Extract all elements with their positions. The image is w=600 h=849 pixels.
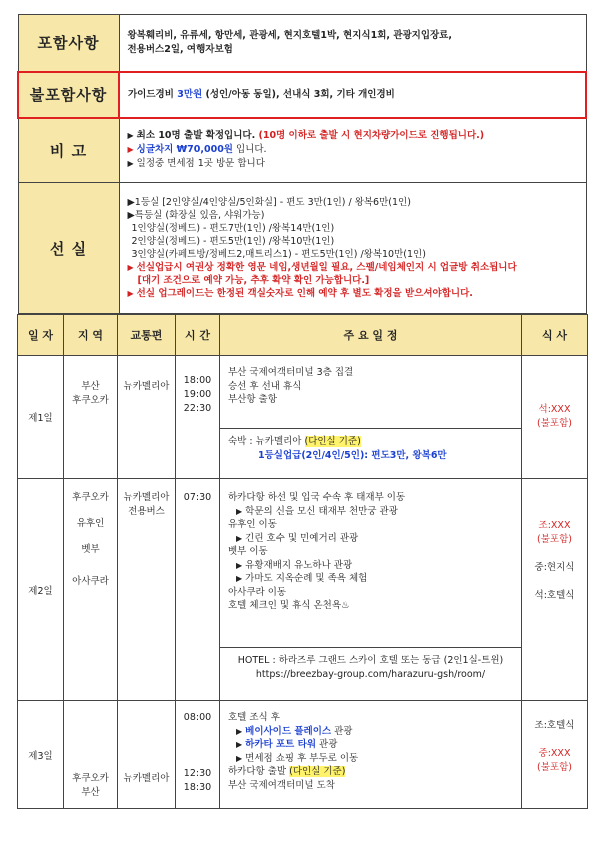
day1-lodging-text: 숙박 : 뉴카멜리아 (228, 436, 305, 447)
cabin-line-7: [대기 조건으로 예약 가능, 추후 확약 확인 가능합니다.] (137, 275, 370, 286)
includes-line2: 전용버스2일, 여행자보험 (127, 43, 233, 55)
notes-row (18, 118, 586, 183)
schedule-header-row (18, 315, 588, 356)
triangle-bullet-icon: ▶ (236, 740, 243, 749)
day3-plan-5: 하카다항 출발 (228, 766, 290, 777)
day2-meal (522, 479, 588, 701)
day2-region-1: 후쿠오카 (72, 492, 109, 503)
day2-plan-list (220, 479, 521, 647)
day3-time-2: 12:30 (183, 768, 212, 779)
day2-row (18, 479, 588, 701)
includes-row (18, 15, 586, 72)
day1-meal-1: 석:XXX (538, 404, 571, 415)
day3-plan-3-suffix: 관광 (316, 739, 338, 750)
triangle-bullet-icon: ▶ (236, 560, 243, 570)
cabin-line-1: ▶1등실 [2인양실/4인양실/5인화실] - 편도 3만(1인) / 왕복6만(1인) (127, 197, 411, 208)
day1-plan-3: 부산항 출항 (228, 394, 277, 405)
day1-plan (220, 356, 522, 479)
itinerary-page (17, 14, 587, 809)
day3-row (18, 701, 588, 809)
duty-free-note: 일정중 면세점 1곳 방문 합니다 (136, 158, 265, 170)
day2-plan-9: 호텔 체크인 및 휴식 온천욕♨ (228, 600, 350, 611)
cabin-line-6-text: 선실업급시 여권상 정확한 영문 네임,생년월일 필요, 스펠/네임체인지 시 업글방 취소됩니다 (136, 262, 517, 273)
day1-meal-2: (불포함) (537, 418, 572, 429)
day3-time-1: 08:00 (183, 712, 212, 723)
notes-line2 (128, 143, 578, 157)
day3-plan-3: 하카타 포트 타워 (245, 739, 317, 750)
cabin-line-6 (128, 261, 578, 274)
includes-content (119, 15, 586, 72)
triangle-bullet-icon: ▶ (236, 753, 243, 763)
day3-meal-2: 중:XXX (538, 748, 571, 759)
day2-plan (220, 479, 522, 701)
day1-time-2: 19:00 (183, 389, 212, 400)
triangle-bullet-icon: ▶ (127, 145, 134, 155)
day1-region (64, 356, 118, 479)
day3-meal-3: (불포함) (537, 762, 572, 773)
day3-region-1: 후쿠오카 (72, 773, 109, 784)
day2-meal-4: 석:호텔식 (534, 590, 575, 601)
header-meal: 식 사 (522, 315, 588, 356)
day2-region (64, 479, 118, 701)
day2-hotel-name: HOTEL : 하라즈루 그랜드 스카이 호텔 또는 동급 (2인1실-트윈) (237, 655, 504, 666)
excludes-row (18, 72, 586, 118)
day3-region-2: 부산 (81, 787, 100, 798)
day1-meal (522, 356, 588, 479)
day3-plan-2-suffix: 관광 (331, 725, 353, 737)
notes-line3 (128, 157, 578, 171)
cabin-line-5: 3인양실(카페트방/정베드2,매트리스1) - 편도5만(1인) /왕복10만(1인) (131, 249, 426, 260)
header-schedule: 주 요 일 정 (220, 315, 522, 356)
min-departure-note: (10명 이하로 출발 시 현지차량가이드로 진행됩니다.) (255, 130, 485, 142)
day2-plan-8: 아사쿠라 이동 (228, 586, 287, 598)
day1-transport: 뉴카멜리아 (118, 356, 176, 479)
day3-meal (522, 701, 588, 809)
day2-transport (118, 479, 176, 701)
day1-plan-list (220, 356, 521, 428)
day2-plan-3: 유후인 이동 (228, 519, 277, 530)
day2-plan-1: 하카다항 하선 및 입국 수속 후 태재부 이동 (228, 492, 406, 503)
triangle-bullet-icon: ▶ (236, 574, 243, 583)
header-region: 지 역 (64, 315, 118, 356)
excludes-text-b: (성인/아동 동일), 선내식 3회, 기타 개인경비 (202, 88, 395, 100)
includes-line1: 왕복훼리비, 유류세, 항만세, 관광세, 현지호텔1박, 현지식1회, 관광지입장료, (127, 29, 452, 41)
header-time: 시 간 (176, 315, 220, 356)
single-charge: 싱글차지 ₩70,000원 (136, 144, 233, 156)
day1-row (18, 356, 588, 479)
header-day: 일 자 (18, 315, 64, 356)
day3-time-3: 18:30 (183, 782, 212, 793)
day2-plan-5: 벳부 이동 (228, 546, 268, 557)
day2-plan-6: 유황재배지 유노하나 관광 (245, 559, 353, 571)
day3-transport: 뉴카멜리아 (118, 701, 176, 809)
triangle-bullet-icon: ▶ (127, 131, 134, 141)
cabin-line-2: ▶특등실 (화장실 있음, 샤워가능) (127, 210, 265, 221)
day2-time: 07:30 (176, 479, 220, 701)
triangle-bullet-icon: ▶ (236, 506, 243, 516)
day3-label: 제3일 (18, 701, 64, 809)
header-transport: 교통편 (118, 315, 176, 356)
notes-label: 비 고 (18, 118, 119, 183)
excludes-price: 3만원 (177, 88, 203, 100)
day1-time-3: 22:30 (183, 403, 212, 414)
triangle-bullet-icon: ▶ (127, 159, 134, 169)
cabin-line-3: 1인양실(정베드) - 편도7만(1인) /왕복14만(1인) (131, 223, 335, 234)
schedule-table (17, 314, 588, 809)
min-departure-text: 최소 10명 출발 확정입니다. (136, 130, 256, 142)
cabin-content (119, 183, 586, 314)
day1-plan-1: 부산 국제여객터미널 3층 집결 (228, 367, 354, 378)
info-table (17, 14, 587, 314)
day1-plan-2: 승선 후 선내 휴식 (228, 380, 302, 392)
day1-time-1: 18:00 (183, 375, 212, 386)
notes-content (119, 118, 586, 183)
day1-times (176, 356, 220, 479)
day3-plan-6: 부산 국제여객터미널 도착 (228, 779, 335, 791)
includes-label: 포함사항 (18, 15, 119, 72)
day1-region-1: 부산 (81, 381, 100, 392)
excludes-label: 불포함사항 (18, 72, 119, 118)
day2-meal-1: 조:XXX (538, 520, 571, 531)
triangle-bullet-icon: ▶ (127, 263, 134, 272)
day2-label: 제2일 (18, 479, 64, 701)
day2-hotel-url: https://breezbay-group.com/harazuru-gsh/room/ (255, 669, 486, 680)
day1-lodging (220, 428, 521, 469)
day1-lodging-upgrade: 1등실업급(2인/4인/5인): 편도3만, 왕복6만 (258, 450, 447, 461)
day3-plan (220, 701, 522, 809)
day2-meal-3: 중:현지식 (534, 562, 575, 573)
day1-lodging-highlight: (다인실 기준) (304, 436, 361, 447)
excludes-content (119, 72, 586, 118)
day1-label: 제1일 (18, 356, 64, 479)
day2-region-2: 유후인 (76, 518, 105, 529)
day2-transport-1: 뉴카멜리아 (123, 492, 170, 503)
day2-plan-7: 가마도 지옥순례 및 족욕 체험 (245, 573, 368, 584)
excludes-text-a: 가이드경비 (128, 88, 178, 100)
day3-plan-4: 면세점 쇼핑 후 부두로 이동 (245, 752, 359, 764)
day2-meal-2: (불포함) (537, 534, 572, 545)
cabin-line-8 (128, 287, 578, 300)
day2-hotel (220, 647, 521, 688)
triangle-bullet-icon: ▶ (236, 726, 243, 736)
day3-plan-1: 호텔 조식 후 (228, 712, 280, 723)
day2-region-3: 벳부 (81, 544, 100, 555)
cabin-label: 선 실 (18, 183, 119, 314)
triangle-bullet-icon: ▶ (127, 289, 134, 298)
triangle-bullet-icon: ▶ (236, 533, 243, 543)
day1-region-2: 후쿠오카 (72, 395, 109, 406)
day3-meal-1: 조:호텔식 (534, 720, 575, 731)
day2-transport-2: 전용버스 (128, 506, 165, 517)
cabin-line-8-text: 선실 업그레이드는 한정된 객실숫자로 인해 예약 후 별도 확정을 받으셔야합니다. (136, 288, 473, 299)
day2-plan-4: 긴린 호수 및 민예거리 관광 (245, 532, 359, 544)
single-charge-suffix: 입니다. (233, 144, 267, 156)
day2-plan-2: 학문의 신을 모신 태재부 천만궁 관광 (245, 505, 398, 517)
day3-region (64, 701, 118, 809)
day3-plan-2: 베이사이드 플레이스 (245, 725, 332, 737)
notes-line1 (128, 129, 578, 143)
cabin-row (18, 183, 586, 314)
day3-plan-5-highlight: (다인실 기준) (289, 766, 346, 777)
cabin-line-4: 2인양실(정베드) - 편도5만(1인) /왕복10만(1인) (131, 236, 335, 247)
day3-times (176, 701, 220, 809)
day2-region-4: 아사쿠라 (72, 576, 109, 587)
